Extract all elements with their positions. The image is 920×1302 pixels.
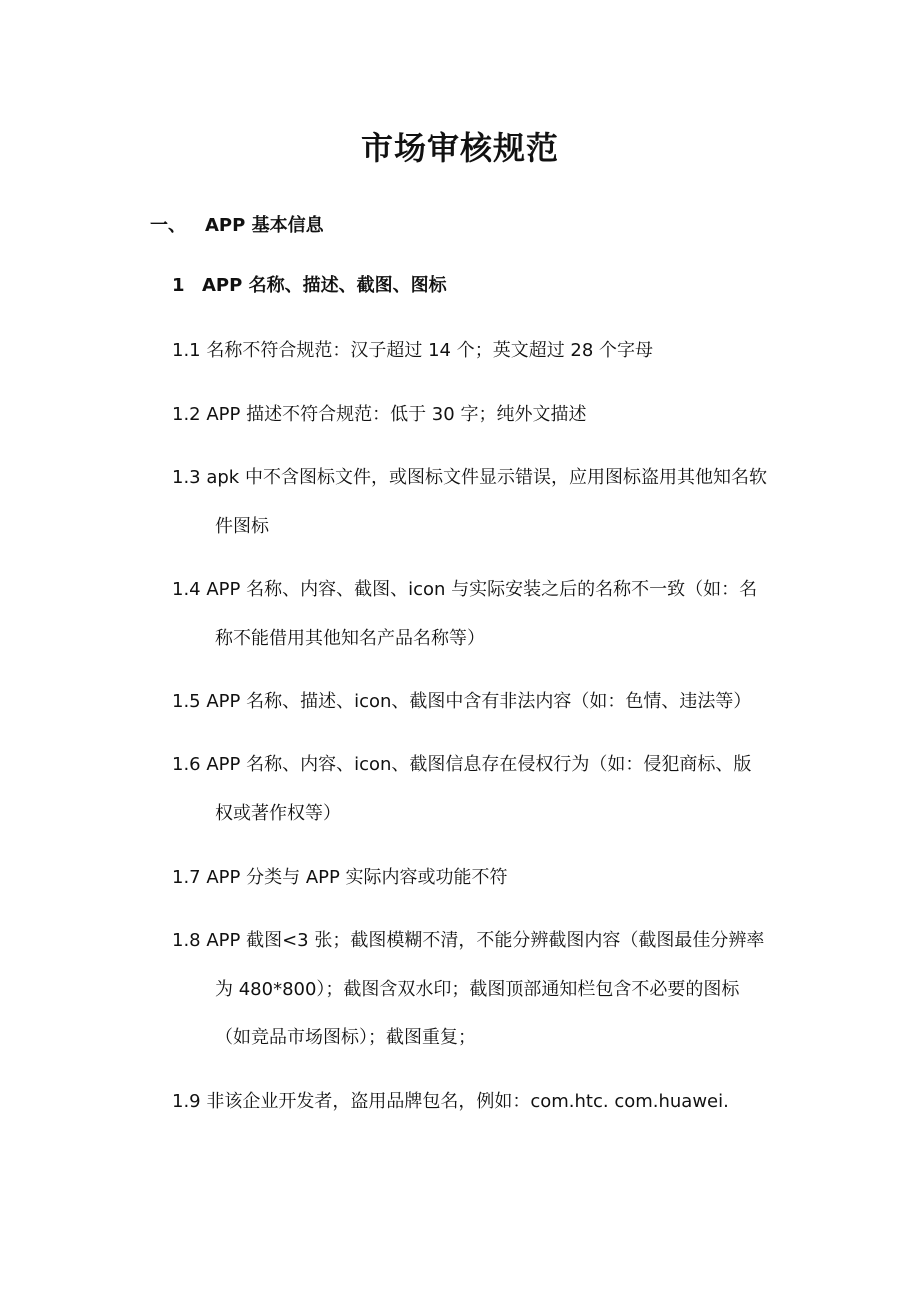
subsection-heading (172, 273, 447, 299)
list-item-1-5: 1.5 APP 名称、描述、icon、截图中含有非法内容（如：色情、违法等） (172, 691, 752, 712)
list-item-1-9: 1.9 非该企业开发者，盗用品牌包名，例如：com.htc. com.huawei. (172, 1091, 729, 1112)
list-item-1-1: 1.1 名称不符合规范：汉子超过 14 个；英文超过 28 个字母 (172, 340, 654, 361)
list-item-1-8-continuation-2: （如竞品市场图标）；截图重复； (215, 1027, 476, 1048)
section-heading (150, 213, 324, 239)
list-item-1-2: 1.2 APP 描述不符合规范：低于 30 字；纯外文描述 (172, 404, 587, 425)
list-item-1-8: 1.8 APP 截图<3 张；截图模糊不清，不能分辨截图内容（截图最佳分辨率 (172, 930, 765, 951)
list-item-1-6-continuation: 权或著作权等） (215, 803, 341, 824)
list-item-1-6: 1.6 APP 名称、内容、icon、截图信息存在侵权行为（如：侵犯商标、版 (172, 754, 752, 775)
list-item-1-7: 1.7 APP 分类与 APP 实际内容或功能不符 (172, 867, 508, 888)
list-item-1-3-continuation: 件图标 (215, 516, 269, 537)
list-item-1-4-continuation: 称不能借用其他知名产品名称等） (215, 628, 485, 649)
list-item-1-4: 1.4 APP 名称、内容、截图、icon 与实际安装之后的名称不一致（如：名 (172, 579, 758, 600)
section-label: APP 基本信息 (205, 215, 324, 236)
list-item-1-3: 1.3 apk 中不含图标文件，或图标文件显示错误，应用图标盗用其他知名软 (172, 467, 767, 488)
subsection-number: 1 (172, 275, 185, 296)
document-title: 市场审核规范 (360, 129, 559, 167)
subsection-label: APP 名称、描述、截图、图标 (202, 275, 447, 296)
section-number: 一、 (150, 215, 186, 236)
list-item-1-8-continuation-1: 为 480*800）；截图含双水印；截图顶部通知栏包含不必要的图标 (215, 979, 740, 1000)
